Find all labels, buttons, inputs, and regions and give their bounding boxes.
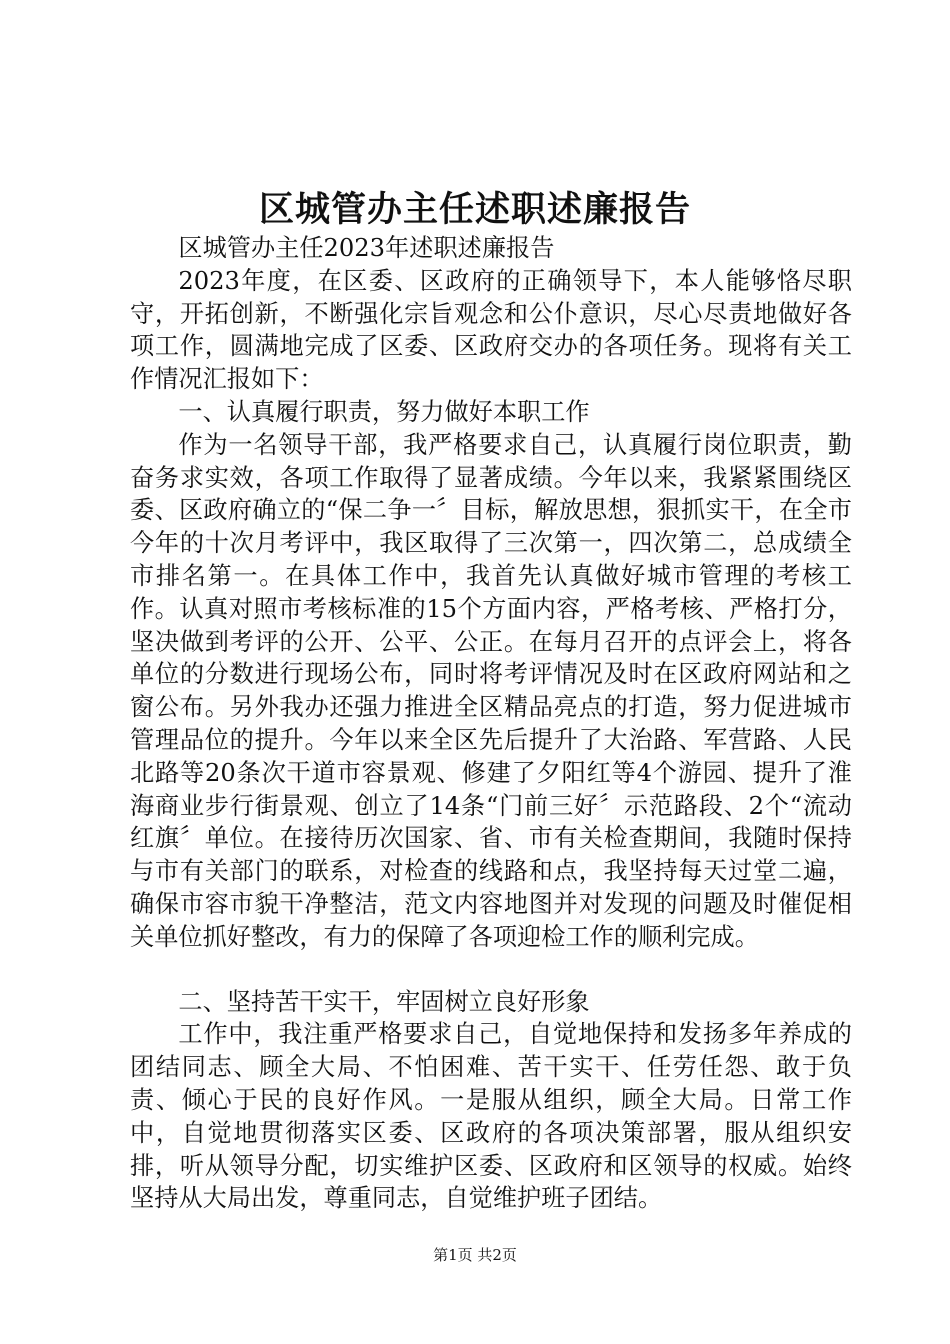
- report-subtitle: 区城管办主任2023年述职述廉报告: [178, 234, 555, 262]
- document-title: 区城管办主任述职述廉报告: [258, 189, 691, 230]
- section-1-paragraph: 作为一名领导干部，我严格要求自己，认真履行岗位职责，勤奋务求实效，各项工作取得了显著成绩。今年以来，我紧紧围绕区委、区政府确立的“保二争一〞目标，解放思想，狠抓实干，在全市今年的十次月考评中，我区取得了三次第一，四次第二，总成绩全市排名第一。在具体工作中，我首先认真做好城市管理的考核工作。认真对照市考核标准的15个方面内容，严格考核、严格打分，坚决做到考评的公开、公平、公正。在每月召开的点评会上，将各单位的分数进行现场公布，同时将考评情况及时在区政府网站和之窗公布。另外我办还强力推进全区精品亮点的打造，努力促进城市管理品位的提升。今年以来全区先后提升了大治路、军营路、人民北路等20条次干道市容景观、修建了夕阳红等4个游园、提升了淮海商业步行街景观、创立了14条“门前三好〞示范路段、2个“流动红旗〞单位。在接待历次国家、省、市有关检查期间，我随时保持与市有关部门的联系，对检查的线路和点，我坚持每天过堂二遍，确保市容市貌干净整洁，范文内容地图并对发现的问题及时催促相关单位抓好整改，有力的保障了各项迎检工作的顺利完成。: [130, 430, 852, 951]
- document-body: [130, 232, 852, 1215]
- page-number-footer: 第1页 共2页: [433, 1246, 517, 1264]
- intro-paragraph: 2023年度，在区委、区政府的正确领导下，本人能够恪尽职守，开拓创新，不断强化宗旨观念和公仆意识，尽心尽责地做好各项工作，圆满地完成了区委、区政府交办的各项任务。现将有关工作情况汇报如下：: [130, 266, 852, 394]
- section-heading-1: 一、认真履行职责，努力做好本职工作: [178, 397, 590, 426]
- section-heading-2: 二、坚持苦干实干，牢固树立良好形象: [178, 987, 590, 1016]
- section-2-paragraph: 工作中，我注重严格要求自己，自觉地保持和发扬多年养成的团结同志、顾全大局、不怕困难、苦干实干、任劳任怨、敢于负责、倾心于民的良好作风。一是服从组织，顾全大局。日常工作中，自觉地贯彻落实区委、区政府的各项决策部署，服从组织安排，听从领导分配，切实维护区委、区政府和区领导的权威。始终坚持从大局出发，尊重同志，自觉维护班子团结。: [130, 1020, 852, 1213]
